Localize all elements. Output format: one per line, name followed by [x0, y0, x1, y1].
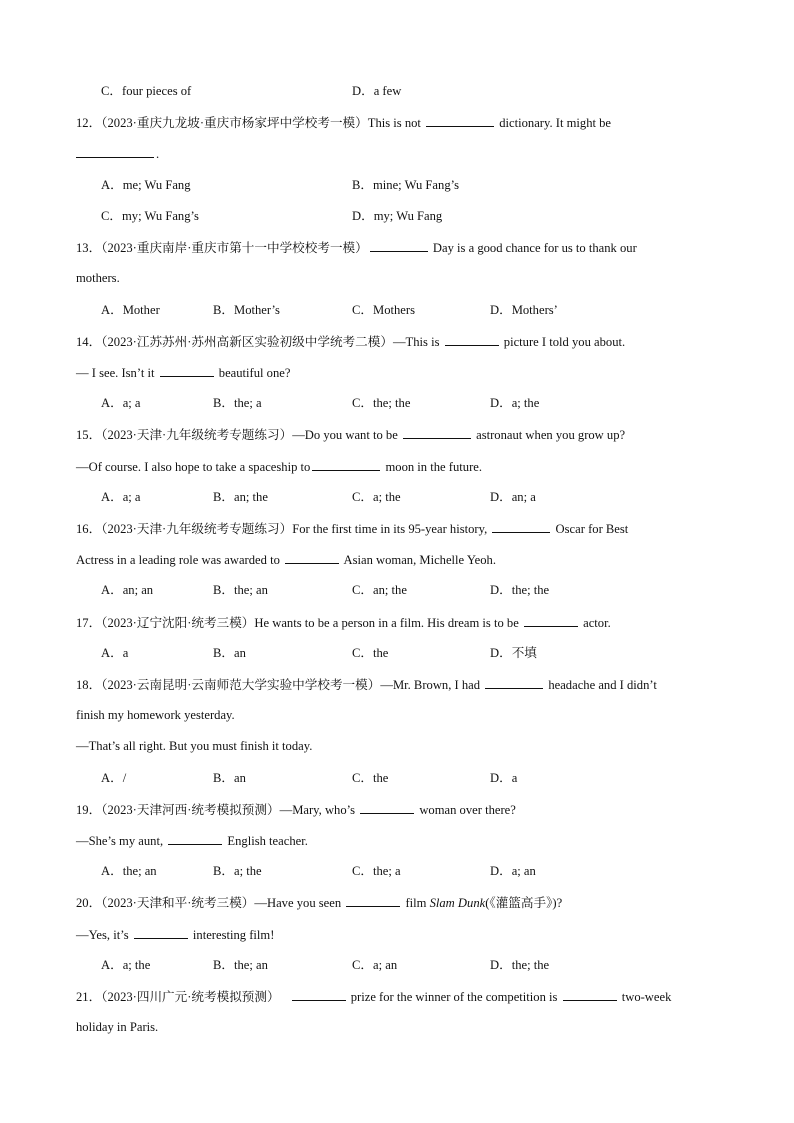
q18-option-c[interactable]: C．the [352, 771, 389, 785]
q16-line-2 [76, 551, 718, 567]
q15-option-b[interactable]: B．an; the [213, 490, 268, 504]
answer-blank[interactable] [445, 333, 499, 346]
q18-line-2 [76, 707, 718, 723]
q20-text: film [402, 896, 430, 910]
film-title-cn: (《灌篮高手》)? [485, 896, 563, 910]
q18-option-a[interactable]: A．/ [101, 771, 127, 785]
q21-source: 21．（2023·四川广元·统考模拟预测） [76, 990, 280, 1004]
q17-option-d[interactable]: D．不填 [490, 646, 537, 660]
q16-option-c[interactable]: C．an; the [352, 583, 407, 597]
q12-text: . [156, 147, 160, 161]
q15-source: 15．（2023·天津·九年级统考专题练习） [76, 428, 293, 442]
q17-line-1 [76, 614, 718, 630]
q14-source: 14．（2023·江苏苏州·苏州高新区实验初级中学统考二模） [76, 335, 393, 349]
q14-line-2 [76, 364, 718, 380]
answer-blank[interactable] [563, 988, 617, 1001]
q14-text: —This is [392, 335, 443, 349]
q13-option-b[interactable]: B．Mother’s [213, 303, 280, 317]
q20-text: interesting film! [189, 928, 275, 942]
q15-text: —Do you want to be [292, 428, 401, 442]
q15-option-a[interactable]: A．a; a [101, 490, 141, 504]
q12-option-d[interactable]: D．my; Wu Fang [352, 209, 443, 223]
q14-text: picture I told you about. [500, 335, 626, 349]
q21-text: prize for the winner of the competition is [347, 990, 561, 1004]
q19-line-1 [76, 801, 718, 817]
q18-text: headache and I didn’t [545, 678, 657, 692]
q20-option-b[interactable]: B．the; an [213, 958, 268, 972]
q13-option-c[interactable]: C．Mothers [352, 303, 415, 317]
q15-option-d[interactable]: D．an; a [490, 490, 536, 504]
q14-option-c[interactable]: C．the; the [352, 396, 411, 410]
q12-line-1 [76, 114, 718, 130]
q11-option-d[interactable]: D．a few [352, 84, 402, 98]
q16-text: Actress in a leading role was awarded to [76, 553, 284, 567]
q14-option-b[interactable]: B．the; a [213, 396, 262, 410]
answer-blank[interactable] [285, 551, 339, 564]
q15-option-c[interactable]: C．a; the [352, 490, 401, 504]
q17-option-b[interactable]: B．an [213, 646, 246, 660]
q16-option-d[interactable]: D．the; the [490, 583, 550, 597]
q21-text: two-week [618, 990, 672, 1004]
q12-text: dictionary. It might be [496, 116, 612, 130]
film-title: Slam Dunk [429, 896, 486, 910]
q18-line-3 [76, 738, 718, 754]
q18-text: —Mr. Brown, I had [380, 678, 484, 692]
q13-text: Day is a good chance for us to thank our [429, 241, 637, 255]
q19-option-c[interactable]: C．the; a [352, 864, 401, 878]
q12-text: This is not [367, 116, 425, 130]
answer-blank[interactable] [134, 926, 188, 939]
q13-source: 13．（2023·重庆南岸·重庆市第十一中学校校考一模） [76, 241, 368, 255]
q12-option-b[interactable]: B．mine; Wu Fang’s [352, 178, 460, 192]
q18-line-1 [76, 676, 718, 692]
answer-blank[interactable] [360, 801, 414, 814]
answer-blank[interactable] [346, 894, 400, 907]
q18-option-d[interactable]: D．a [490, 771, 518, 785]
q14-text: — I see. Isn’t it [76, 366, 158, 380]
q16-option-a[interactable]: A．an; an [101, 583, 154, 597]
q16-option-b[interactable]: B．the; an [213, 583, 268, 597]
q13-option-d[interactable]: D．Mothers’ [490, 303, 558, 317]
q19-option-d[interactable]: D．a; an [490, 864, 536, 878]
q19-line-2 [76, 832, 718, 848]
answer-blank[interactable] [370, 239, 428, 252]
answer-blank[interactable] [292, 988, 346, 1001]
q19-text: woman over there? [416, 803, 516, 817]
q11-option-c[interactable]: C．four pieces of [101, 84, 192, 98]
answer-blank[interactable] [76, 145, 154, 158]
q21-line-1 [76, 988, 718, 1004]
q15-text: moon in the future. [382, 460, 483, 474]
q20-option-c[interactable]: C．a; an [352, 958, 398, 972]
q21-text: holiday in Paris. [76, 1020, 159, 1034]
answer-blank[interactable] [426, 114, 494, 127]
answer-blank[interactable] [160, 364, 214, 377]
q17-option-c[interactable]: C．the [352, 646, 389, 660]
q13-line-1 [76, 239, 718, 255]
q20-source: 20．（2023·天津和平·统考三模） [76, 896, 255, 910]
q13-text: mothers. [76, 271, 120, 285]
q12-option-c[interactable]: C．my; Wu Fang’s [101, 209, 199, 223]
q19-text: —She’s my aunt, [76, 834, 167, 848]
q19-option-a[interactable]: A．the; an [101, 864, 157, 878]
q17-text: actor. [579, 616, 611, 630]
q21-line-2 [76, 1019, 718, 1035]
q20-text: —Have you seen [254, 896, 345, 910]
q20-option-a[interactable]: A．a; the [101, 958, 151, 972]
q19-text: English teacher. [224, 834, 308, 848]
q17-source: 17．（2023·辽宁沈阳·统考三模） [76, 616, 255, 630]
answer-blank[interactable] [485, 676, 543, 689]
q17-option-a[interactable]: A．a [101, 646, 129, 660]
q14-option-d[interactable]: D．a; the [490, 396, 540, 410]
q12-option-a[interactable]: A．me; Wu Fang [101, 178, 191, 192]
q17-text: He wants to be a person in a film. His dream is to be [254, 616, 522, 630]
q12-source: 12．（2023·重庆九龙坡·重庆市杨家坪中学校考一模） [76, 116, 368, 130]
q19-option-b[interactable]: B．a; the [213, 864, 262, 878]
q15-text: —Of course. I also hope to take a spaceship to [76, 460, 311, 474]
q14-text: beautiful one? [215, 366, 291, 380]
q18-text: —That’s all right. But you must finish it today. [76, 739, 313, 753]
q14-line-1 [76, 333, 718, 349]
answer-blank[interactable] [312, 458, 380, 471]
q16-line-1 [76, 520, 718, 536]
q12-line-2 [76, 145, 718, 161]
q16-text: Oscar for Best [552, 522, 629, 536]
q20-option-d[interactable]: D．the; the [490, 958, 550, 972]
answer-blank[interactable] [403, 426, 471, 439]
q15-line-1 [76, 426, 718, 442]
q19-source: 19．（2023·天津河西·统考模拟预测） [76, 803, 280, 817]
q20-line-2 [76, 926, 718, 942]
q15-text: astronaut when you grow up? [472, 428, 626, 442]
answer-blank[interactable] [524, 614, 578, 627]
q16-source: 16．（2023·天津·九年级统考专题练习） [76, 522, 293, 536]
q18-option-b[interactable]: B．an [213, 771, 246, 785]
q15-line-2 [76, 458, 718, 474]
q13-line-2 [76, 270, 718, 286]
q20-text: —Yes, it’s [76, 928, 132, 942]
q16-text: For the first time in its 95-year history, [292, 522, 491, 536]
q13-option-a[interactable]: A．Mother [101, 303, 160, 317]
answer-blank[interactable] [168, 832, 222, 845]
q19-text: —Mary, who’s [279, 803, 359, 817]
q20-line-1 [76, 894, 718, 910]
q14-option-a[interactable]: A．a; a [101, 396, 141, 410]
q18-source: 18．（2023·云南昆明·云南师范大学实验中学校考一模） [76, 678, 381, 692]
q18-text: finish my homework yesterday. [76, 708, 235, 722]
answer-blank[interactable] [492, 520, 550, 533]
q16-text: Asian woman, Michelle Yeoh. [341, 553, 496, 567]
